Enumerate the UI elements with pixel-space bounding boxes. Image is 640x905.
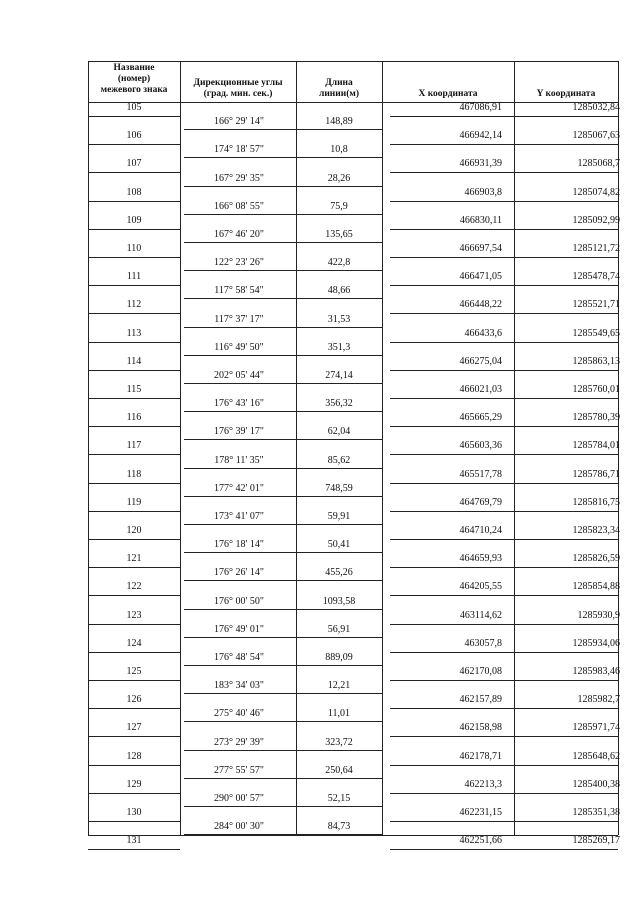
segment-separator xyxy=(184,806,382,807)
point-x-coordinate: 463057,8 xyxy=(464,637,502,649)
segment-separator xyxy=(184,186,382,187)
segment-angle: 167° 29' 35" xyxy=(214,172,264,184)
point-separator xyxy=(88,821,180,822)
header-x-line-1: X координата xyxy=(418,89,478,99)
point-separator xyxy=(88,116,180,117)
segment-angle: 202° 05' 44" xyxy=(214,369,264,381)
point-name: 111 xyxy=(126,271,142,283)
point-x-coordinate: 466903,8 xyxy=(464,186,502,198)
point-x-coordinate: 464769,79 xyxy=(459,496,502,508)
point-separator xyxy=(390,793,618,794)
point-name: 116 xyxy=(126,412,142,424)
point-name: 117 xyxy=(126,440,142,452)
header-y-line-1: Y координата xyxy=(536,89,596,99)
point-x-coordinate: 466931,39 xyxy=(459,158,502,170)
point-y-coordinate: 1285521,71 xyxy=(572,299,620,311)
point-y-coordinate: 1285121,72 xyxy=(572,243,620,254)
point-x-coordinate: 462170,08 xyxy=(459,666,502,677)
segment-length: 351,3 xyxy=(327,341,351,353)
point-separator xyxy=(88,624,180,625)
segment-separator xyxy=(184,214,382,215)
point-y-coordinate: 1285982,7 xyxy=(577,694,620,706)
header-angles xyxy=(180,78,296,100)
point-name: 110 xyxy=(126,243,142,254)
point-separator xyxy=(88,680,180,681)
point-y-coordinate: 1285648,62 xyxy=(572,750,620,762)
segment-length: 889,09 xyxy=(325,651,353,663)
segment-angle: 174° 18' 57" xyxy=(214,144,264,156)
point-name: 131 xyxy=(126,835,142,847)
column-border-1 xyxy=(180,61,181,835)
segment-separator xyxy=(184,721,382,722)
point-separator xyxy=(88,426,180,427)
segment-separator xyxy=(184,383,382,384)
header-length-line-1: Длина xyxy=(325,78,353,88)
point-name: 122 xyxy=(126,581,142,593)
segment-separator xyxy=(184,411,382,412)
point-name: 109 xyxy=(126,214,142,226)
point-y-coordinate: 1285816,75 xyxy=(572,496,620,508)
segment-length: 48,66 xyxy=(327,285,351,297)
point-name: 121 xyxy=(126,553,142,565)
point-x-coordinate: 462158,98 xyxy=(459,722,502,734)
point-separator xyxy=(88,201,180,202)
point-separator xyxy=(390,454,618,455)
point-separator xyxy=(88,736,180,737)
point-x-coordinate: 466830,11 xyxy=(459,214,502,226)
header-name-line-2: (номер) xyxy=(117,74,151,84)
segment-angle: 277° 55' 57" xyxy=(214,764,264,776)
header-name xyxy=(88,63,180,96)
point-separator xyxy=(88,229,180,230)
segment-angle: 176° 26' 14" xyxy=(214,567,264,579)
point-y-coordinate: 1285863,13 xyxy=(572,355,620,367)
segment-separator xyxy=(184,270,382,271)
point-y-coordinate: 1285269,17 xyxy=(572,835,620,847)
point-separator xyxy=(390,652,618,653)
segment-length: 274,14 xyxy=(325,369,353,381)
point-separator xyxy=(390,765,618,766)
segment-separator xyxy=(184,129,382,130)
segment-length: 12,21 xyxy=(327,680,351,692)
point-separator xyxy=(390,511,618,512)
point-x-coordinate: 462231,15 xyxy=(459,807,502,818)
segment-separator xyxy=(184,750,382,751)
segment-length: 59,91 xyxy=(327,510,351,522)
point-name: 127 xyxy=(126,722,142,734)
point-y-coordinate: 1285854,88 xyxy=(572,581,620,593)
point-separator xyxy=(390,313,618,314)
segment-length: 422,8 xyxy=(327,257,351,269)
segment-separator xyxy=(184,242,382,243)
point-separator xyxy=(390,370,618,371)
segment-separator xyxy=(184,355,382,356)
point-separator xyxy=(88,849,180,850)
point-separator xyxy=(390,624,618,625)
segment-length: 10,8 xyxy=(330,144,348,156)
segment-angle: 178° 11' 35" xyxy=(214,454,264,466)
point-y-coordinate: 1285826,59 xyxy=(572,553,620,565)
point-y-coordinate: 1285934,06 xyxy=(572,637,620,649)
header-name-line-3: межевого знака xyxy=(100,85,168,95)
segment-separator xyxy=(184,609,382,610)
segment-separator xyxy=(184,439,382,440)
point-y-coordinate: 1285784,01 xyxy=(572,440,620,452)
point-name: 120 xyxy=(126,525,142,536)
segment-separator xyxy=(184,778,382,779)
point-y-coordinate: 1285780,39 xyxy=(572,412,620,424)
point-separator xyxy=(390,342,618,343)
segment-length: 28,26 xyxy=(327,172,351,184)
point-separator xyxy=(88,257,180,258)
point-x-coordinate: 464659,93 xyxy=(459,553,502,565)
table-top-border xyxy=(88,61,618,62)
segment-angle: 117° 58' 54" xyxy=(214,285,264,297)
point-x-coordinate: 466471,05 xyxy=(459,271,502,283)
point-separator xyxy=(88,144,180,145)
segment-separator xyxy=(184,693,382,694)
segment-separator xyxy=(184,524,382,525)
point-separator xyxy=(390,116,618,117)
segment-angle: 176° 39' 17" xyxy=(214,426,264,438)
point-separator xyxy=(88,595,180,596)
segment-angle: 273° 29' 39" xyxy=(214,736,264,748)
point-separator xyxy=(390,426,618,427)
point-x-coordinate: 462251,66 xyxy=(459,835,502,847)
point-name: 129 xyxy=(126,778,142,790)
segment-length: 31,53 xyxy=(327,313,351,325)
point-y-coordinate: 1285351,38 xyxy=(572,807,620,818)
point-separator xyxy=(88,567,180,568)
point-separator xyxy=(88,511,180,512)
point-separator xyxy=(390,708,618,709)
point-y-coordinate: 1285400,38 xyxy=(572,778,620,790)
point-name: 124 xyxy=(126,637,142,649)
point-name: 114 xyxy=(126,355,142,367)
point-name: 108 xyxy=(126,186,142,198)
point-x-coordinate: 464205,55 xyxy=(459,581,502,593)
header-angles-line-1: Дирекционные углы xyxy=(193,78,283,88)
point-name: 130 xyxy=(126,807,142,818)
point-x-coordinate: 466275,04 xyxy=(459,355,502,367)
segment-length: 323,72 xyxy=(325,736,353,748)
segment-length: 356,32 xyxy=(325,398,353,410)
segment-separator xyxy=(184,157,382,158)
segment-separator xyxy=(184,665,382,666)
header-angles-line-2: (град. мин. сек.) xyxy=(203,89,273,99)
point-y-coordinate: 1285786,71 xyxy=(572,468,620,480)
point-name: 115 xyxy=(126,384,142,395)
column-border-3 xyxy=(382,61,383,835)
segment-angle: 116° 49' 50" xyxy=(214,341,264,353)
point-x-coordinate: 465517,78 xyxy=(459,468,502,480)
header-length-line-2: линии(м) xyxy=(318,89,360,99)
point-separator xyxy=(390,595,618,596)
point-y-coordinate: 1285092,99 xyxy=(572,214,620,226)
point-x-coordinate: 465665,29 xyxy=(459,412,502,424)
point-separator xyxy=(88,313,180,314)
point-separator xyxy=(390,257,618,258)
point-separator xyxy=(390,849,618,850)
point-name: 128 xyxy=(126,750,142,762)
point-y-coordinate: 1285032,84 xyxy=(572,102,620,113)
point-name: 118 xyxy=(126,468,142,480)
point-separator xyxy=(390,172,618,173)
point-name: 105 xyxy=(126,102,142,113)
segment-angle: 167° 46' 20" xyxy=(214,228,264,240)
point-y-coordinate: 1285074,82 xyxy=(572,186,620,198)
point-separator xyxy=(390,285,618,286)
point-x-coordinate: 462213,3 xyxy=(464,778,502,790)
column-border-4 xyxy=(514,61,515,835)
point-separator xyxy=(390,229,618,230)
point-separator xyxy=(88,765,180,766)
point-separator xyxy=(88,539,180,540)
segment-length: 250,64 xyxy=(325,764,353,776)
point-separator xyxy=(88,172,180,173)
header-length xyxy=(296,78,382,100)
point-y-coordinate: 1285068,7 xyxy=(577,158,620,170)
point-separator xyxy=(390,144,618,145)
point-name: 107 xyxy=(126,158,142,170)
header-x xyxy=(382,89,514,100)
point-separator xyxy=(88,793,180,794)
point-y-coordinate: 1285478,74 xyxy=(572,271,620,283)
point-name: 126 xyxy=(126,694,142,706)
segment-angle: 117° 37' 17" xyxy=(214,313,264,325)
segment-length: 135,65 xyxy=(325,228,353,240)
point-y-coordinate: 1285549,65 xyxy=(572,327,620,339)
point-separator xyxy=(390,483,618,484)
segment-angle: 290° 00' 57" xyxy=(214,792,264,804)
point-x-coordinate: 466448,22 xyxy=(459,299,502,311)
point-x-coordinate: 466433,6 xyxy=(464,327,502,339)
segment-length: 50,41 xyxy=(327,539,351,551)
segment-length: 62,04 xyxy=(327,426,351,438)
point-x-coordinate: 462157,89 xyxy=(459,694,502,706)
point-name: 106 xyxy=(126,130,142,142)
point-y-coordinate: 1285983,46 xyxy=(572,666,620,677)
point-name: 112 xyxy=(126,299,142,311)
point-y-coordinate: 1285971,74 xyxy=(572,722,620,734)
point-separator xyxy=(390,201,618,202)
segment-length: 75,9 xyxy=(330,200,348,212)
segment-angle: 166° 08' 55" xyxy=(214,200,264,212)
segment-separator xyxy=(184,327,382,328)
segment-length: 85,62 xyxy=(327,454,351,466)
segment-length: 11,01 xyxy=(327,708,351,720)
segment-angle: 176° 43' 16" xyxy=(214,398,264,410)
point-x-coordinate: 466942,14 xyxy=(459,130,502,142)
point-x-coordinate: 466697,54 xyxy=(459,243,502,254)
segment-separator xyxy=(184,468,382,469)
point-separator xyxy=(88,370,180,371)
point-y-coordinate: 1285930,9 xyxy=(577,609,620,621)
segment-separator xyxy=(184,580,382,581)
segment-angle: 176° 00' 50" xyxy=(214,595,264,607)
segment-separator xyxy=(184,298,382,299)
point-separator xyxy=(390,398,618,399)
segment-angle: 176° 18' 14" xyxy=(214,539,264,551)
segment-separator xyxy=(184,496,382,497)
segment-separator xyxy=(184,637,382,638)
point-x-coordinate: 464710,24 xyxy=(459,525,502,536)
header-name-line-1: Название xyxy=(113,63,155,73)
segment-angle: 284° 00' 30" xyxy=(214,821,264,833)
segment-angle: 183° 34' 03" xyxy=(214,680,264,692)
segment-length: 1093,58 xyxy=(322,595,356,607)
column-border-0 xyxy=(88,61,89,835)
segment-length: 455,26 xyxy=(325,567,353,579)
point-separator xyxy=(390,539,618,540)
point-separator xyxy=(88,652,180,653)
point-y-coordinate: 1285760,01 xyxy=(572,384,620,395)
point-separator xyxy=(88,285,180,286)
point-separator xyxy=(88,483,180,484)
segment-length: 52,15 xyxy=(327,792,351,804)
point-x-coordinate: 467086,91 xyxy=(459,102,502,113)
point-separator xyxy=(88,342,180,343)
segment-length: 148,89 xyxy=(325,116,353,128)
point-x-coordinate: 462178,71 xyxy=(459,750,502,762)
segment-angle: 177° 42' 01" xyxy=(214,482,264,494)
point-y-coordinate: 1285823,34 xyxy=(572,525,620,536)
point-separator xyxy=(390,736,618,737)
header-y xyxy=(514,89,618,100)
point-name: 113 xyxy=(126,327,142,339)
segment-angle: 176° 48' 54" xyxy=(214,651,264,663)
point-x-coordinate: 465603,36 xyxy=(459,440,502,452)
segment-angle: 176° 49' 01" xyxy=(214,623,264,635)
point-separator xyxy=(390,821,618,822)
segment-length: 748,59 xyxy=(325,482,353,494)
segment-angle: 275° 40' 46" xyxy=(214,708,264,720)
point-separator xyxy=(88,454,180,455)
segment-angle: 173° 41' 07" xyxy=(214,510,264,522)
segment-length: 56,91 xyxy=(327,623,351,635)
point-separator xyxy=(88,708,180,709)
point-name: 125 xyxy=(126,666,142,677)
point-separator xyxy=(88,398,180,399)
segment-length: 84,73 xyxy=(327,821,351,833)
point-name: 123 xyxy=(126,609,142,621)
segment-separator xyxy=(184,552,382,553)
point-x-coordinate: 463114,62 xyxy=(459,609,502,621)
point-x-coordinate: 466021,03 xyxy=(459,384,502,395)
point-separator xyxy=(390,680,618,681)
point-y-coordinate: 1285067,63 xyxy=(572,130,620,142)
point-separator xyxy=(390,567,618,568)
segment-angle: 122° 23' 26" xyxy=(214,257,264,269)
segment-angle: 166° 29' 14" xyxy=(214,116,264,128)
point-name: 119 xyxy=(126,496,142,508)
